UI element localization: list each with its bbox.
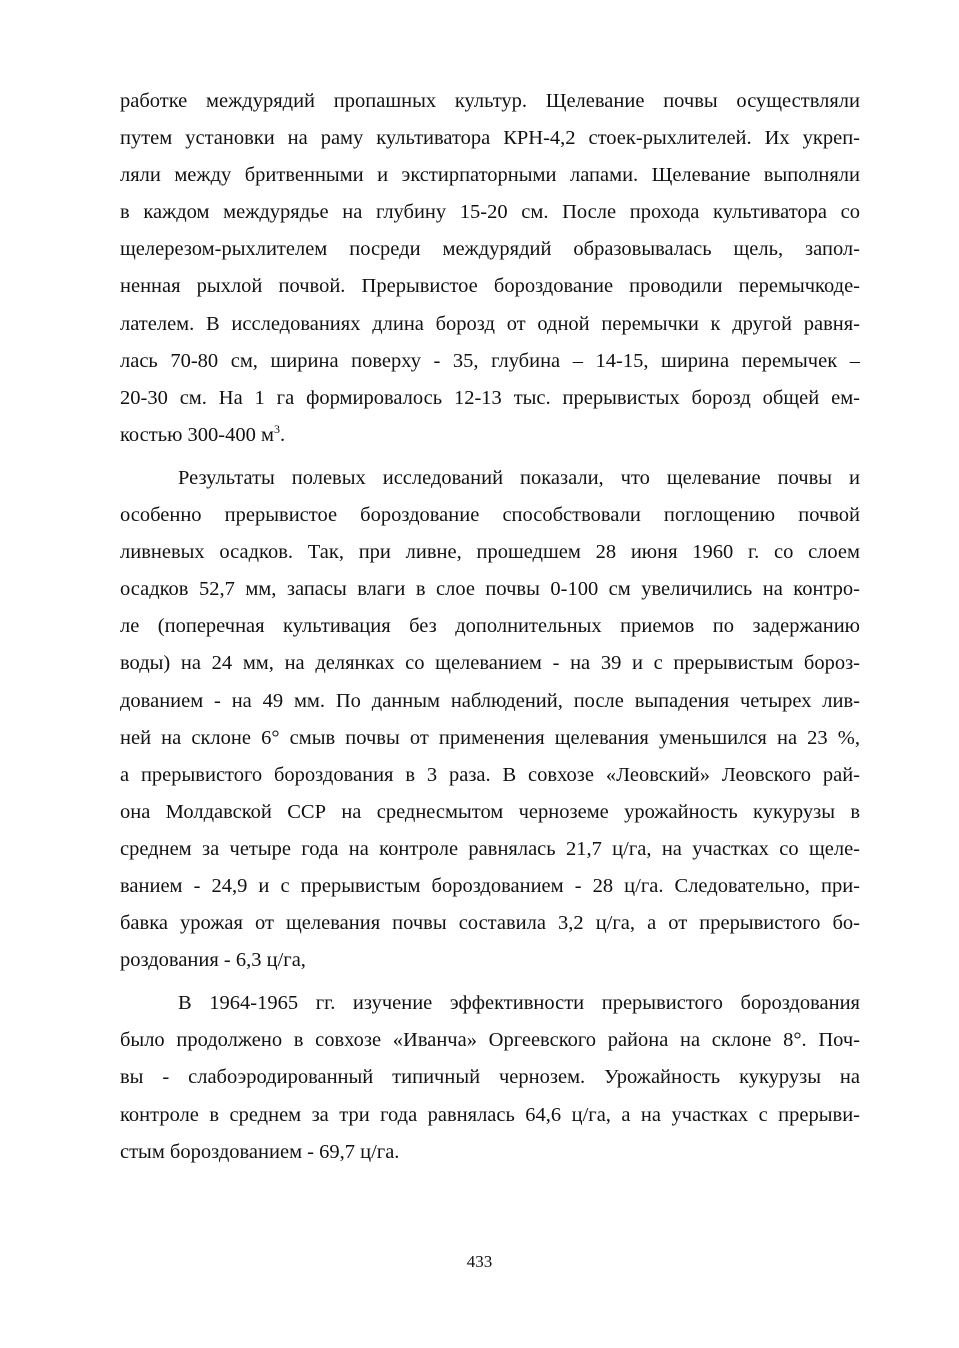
text-line: в каждом междурядье на глубину 15-20 см. После прохода культиватора со: [120, 201, 860, 224]
text-line: особенно прерывистое бороздование способствовали поглощению почвой: [120, 504, 860, 527]
text-line: ней на склоне 6° смыв почвы от применения щелевания уменьшился на 23 %,: [120, 726, 860, 749]
text-line: роздования - 6,3 ц/га,: [120, 949, 306, 972]
text-line: осадков 52,7 мм, запасы влаги в слое почвы 0-100 см увеличились на контро-: [120, 578, 860, 601]
text-line: Результаты полевых исследований показали, что щелевание почвы и: [178, 466, 860, 489]
text-line: В 1964-1965 гг. изучение эффективности прерывистого бороздования: [178, 992, 860, 1015]
paragraph-3: [120, 985, 860, 1170]
paragraph-2: [120, 460, 860, 979]
text-line: работке междурядий пропашных культур. Щелевание почвы осуществляли: [120, 90, 860, 112]
text-line: среднем за четыре года на контроле равнялась 21,7 ц/га, на участках со щеле-: [120, 837, 860, 860]
text-line: вы - слабоэродированный типичный чернозем. Урожайность кукурузы на: [120, 1066, 860, 1089]
text-line: ливневых осадков. Так, при ливне, прошедшем 28 июня 1960 г. со слоем: [120, 541, 860, 564]
paragraph-1: [120, 83, 860, 454]
text-line: лась 70-80 см, ширина поверху - 35, глубина – 14-15, ширина перемычек –: [120, 349, 860, 372]
text-line: ненная рыхлой почвой. Прерывистое бороздование проводили перемычкоде-: [120, 275, 860, 298]
body-text: [120, 83, 860, 1171]
text-line: бавка урожая от щелевания почвы составила 3,2 ц/га, а от прерывистого бо-: [120, 912, 860, 935]
text-line: контроле в среднем за три года равнялась 64,6 ц/га, а на участках с прерыви-: [120, 1103, 860, 1126]
page-number: 433: [466, 1252, 493, 1271]
text-line: 20-30 см. На 1 га формировалось 12-13 тыс. прерывистых борозд общей ем-: [120, 386, 860, 409]
text-line: ванием - 24,9 и с прерывистым бороздованием - 28 ц/га. Следовательно, при-: [120, 874, 860, 897]
superscript-cubic: 3: [273, 422, 280, 437]
text-line: ляли между бритвенными и экстирпаторными лапами. Щелевание выполняли: [120, 164, 860, 187]
text-line: щелерезом-рыхлителем посреди междурядий образовывалась щель, запол-: [120, 238, 860, 261]
text-line: было продолжено в совхозе «Иванча» Оргеевского района на склоне 8°. Поч-: [120, 1029, 860, 1052]
text-line: а прерывистого бороздования в 3 раза. В совхозе «Леовский» Леовского рай-: [120, 763, 860, 786]
text-line: лателем. В исследованиях длина борозд от одной перемычки к другой равня-: [120, 312, 860, 335]
text-line-last: [120, 417, 860, 454]
text-line: она Молдавской ССР на среднесмытом черноземе урожайность кукурузы в: [120, 800, 860, 823]
text-line: стым бороздованием - 69,7 ц/га.: [120, 1140, 400, 1163]
line-suffix: .: [279, 423, 286, 446]
text-line: воды) на 24 мм, на делянках со щелеванием - на 39 и с прерывистым бороз-: [120, 652, 860, 675]
text-line: дованием - на 49 мм. По данным наблюдений, после выпадения четырех лив-: [120, 689, 860, 712]
text-line: путем установки на раму культиватора КРН-4,2 стоек-рыхлителей. Их укреп-: [120, 127, 860, 150]
text-line: ле (поперечная культивация без дополнительных приемов по задержанию: [120, 615, 860, 638]
line-text: костью 300-400 м: [120, 423, 274, 446]
